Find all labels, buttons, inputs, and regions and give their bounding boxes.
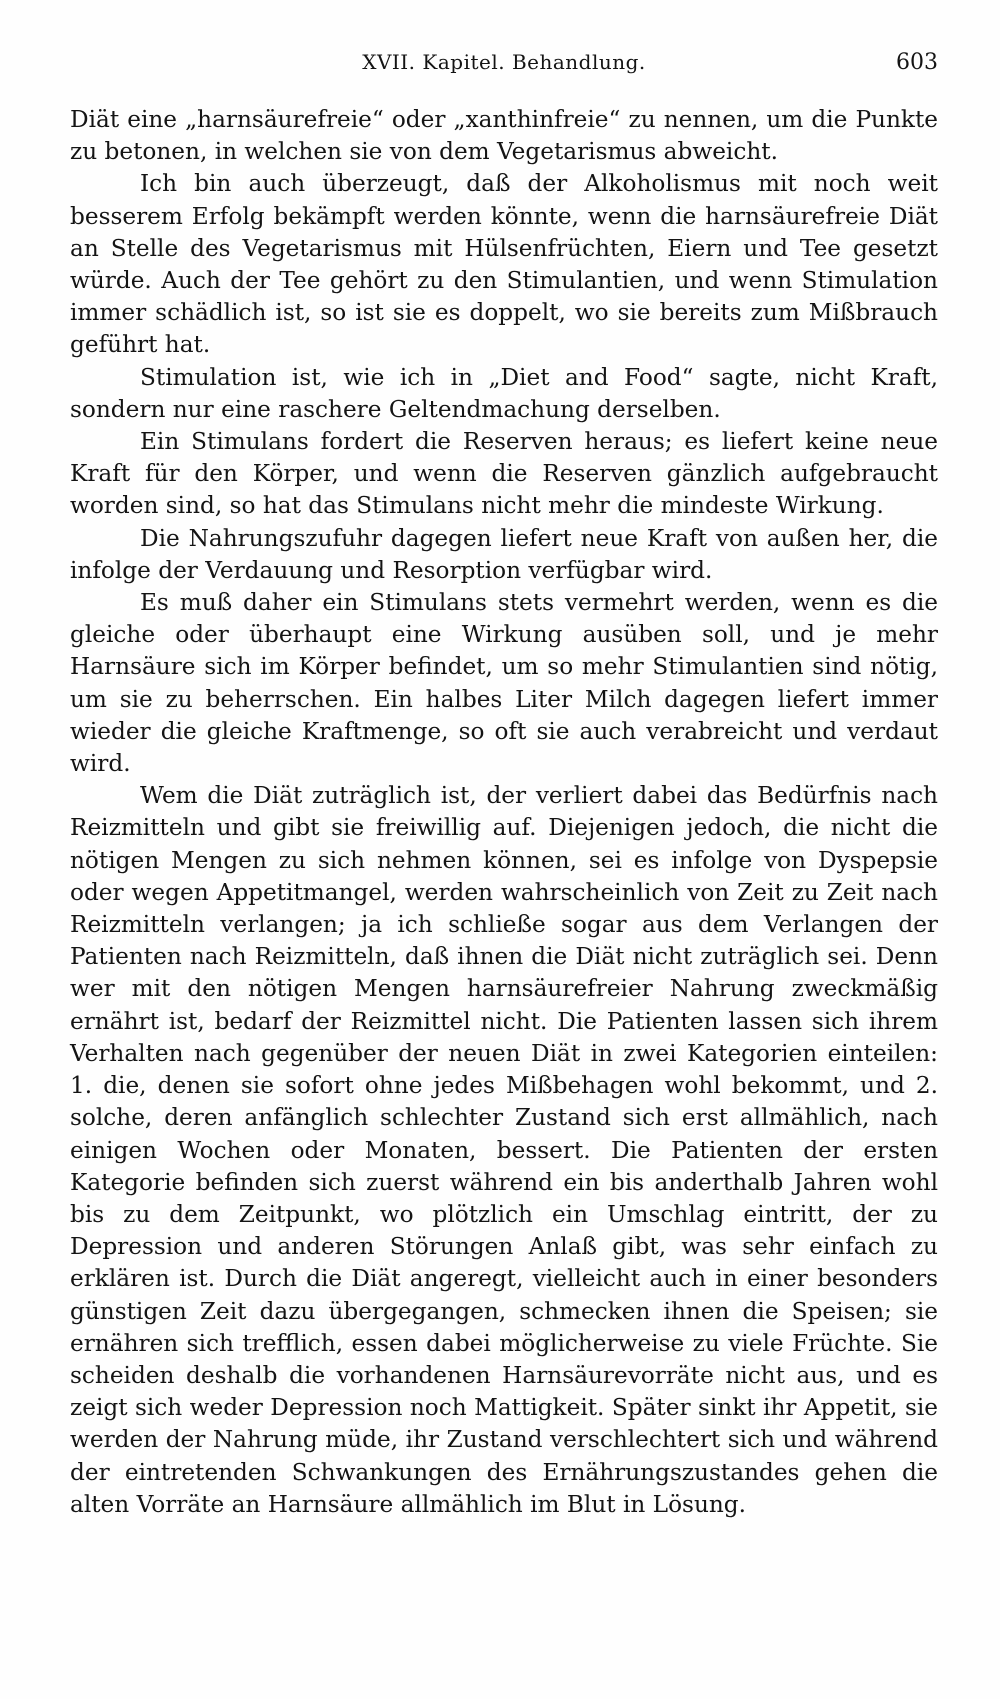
paragraph: Stimulation ist, wie ich in „Diet and Food“ sagte, nicht Kraft, sondern nur eine raschere Geltendmachung derselben. — [70, 363, 938, 423]
page-header — [70, 50, 938, 80]
paragraph: Ein Stimulans fordert die Reserven heraus; es liefert keine neue Kraft für den Körper, und wenn die Reserven gänzlich aufgebraucht worden sind, so hat das Stimulans nicht mehr die mindeste Wirkung. — [70, 428, 938, 520]
body-text — [70, 104, 938, 1521]
page-number: 603 — [896, 50, 938, 75]
paragraph: Ich bin auch überzeugt, daß der Alkoholismus mit noch weit besserem Erfolg bekämpft werden könnte, wenn die harnsäurefreie Diät an Stelle des Vegetarismus mit Hülsenfrüchten, Eiern und Tee gesetzt würde. Auch der Tee gehört zu den Stimulantien, und wenn Stimulation immer schädlich ist, so ist sie es doppelt, wo sie bereits zum Mißbrauch geführt hat. — [70, 170, 938, 359]
paragraph-continued: Diät eine „harnsäurefreie“ oder „xanthinfreie“ zu nennen, um die Punkte zu betonen, in welchen sie von dem Vegetarismus abweicht. — [70, 106, 938, 166]
running-head: XVII. Kapitel. Behandlung. — [362, 50, 646, 74]
paragraph: Es muß daher ein Stimulans stets vermehrt werden, wenn es die gleiche oder überhaupt eine Wirkung ausüben soll, und je mehr Harnsäure sich im Körper befindet, um so mehr Stimulantien sind nötig, um sie zu beherrschen. Ein halbes Liter Milch dagegen liefert immer wieder die gleiche Kraftmenge, so oft sie auch verabreicht und verdaut wird. — [70, 589, 938, 778]
paragraph: Die Nahrungszufuhr dagegen liefert neue Kraft von außen her, die infolge der Verdauung und Resorption verfügbar wird. — [70, 524, 938, 584]
paragraph: Wem die Diät zuträglich ist, der verliert dabei das Bedürfnis nach Reizmitteln und gibt sie freiwillig auf. Diejenigen jedoch, die nicht die nötigen Mengen zu sich nehmen können, sei es infolge von Dyspepsie oder wegen Appetitmangel, werden wahrscheinlich von Zeit zu Zeit nach Reizmitteln verlangen; ja ich schließe sogar aus dem Verlangen der Patienten nach Reizmitteln, daß ihnen die Diät nicht zuträglich sei. Denn wer mit den nötigen Mengen harnsäurefreier Nahrung zweckmäßig ernährt ist, bedarf der Reizmittel nicht. Die Patienten lassen sich ihrem Verhalten nach gegenüber der neuen Diät in zwei Kategorien einteilen: 1. die, denen sie sofort ohne jedes Mißbehagen wohl bekommt, und 2. solche, deren anfänglich schlechter Zustand sich erst allmählich, nach einigen Wochen oder Monaten, bessert. Die Patienten der ersten Kategorie befinden sich zuerst während ein bis anderthalb Jahren wohl bis zu dem Zeitpunkt, wo plötzlich ein Umschlag eintritt, der zu Depression und anderen Störungen Anlaß gibt, was sehr einfach zu erklären ist. Durch die Diät angeregt, vielleicht auch in einer besonders günstigen Zeit dazu übergegangen, schmecken ihnen die Speisen; sie ernähren sich trefflich, essen dabei möglicherweise zu viele Früchte. Sie scheiden deshalb die vorhandenen Harnsäurevorräte nicht aus, und es zeigt sich weder Depression noch Mattigkeit. Später sinkt ihr Appetit, sie werden der Nahrung müde, ihr Zustand verschlechtert sich und während der eintretenden Schwankungen des Ernährungszustandes gehen die alten Vorräte an Harnsäure allmählich im Blut in Lösung. — [70, 782, 938, 1518]
